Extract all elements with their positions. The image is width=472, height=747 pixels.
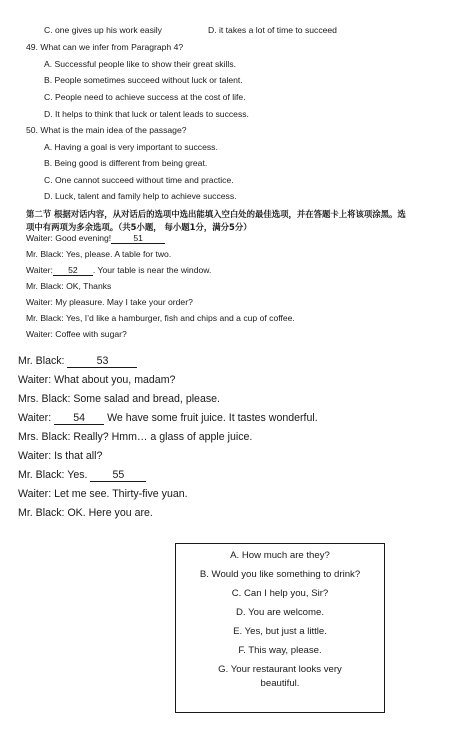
dialogue-line: Waiter: My pleasure. May I take your order? (26, 297, 193, 307)
q50-option-a: A. Having a goal is very important to success. (44, 142, 218, 152)
section-instruction-line1: 第二节 根据对话内容，从对话后的选项中选出能填入空白处的最佳选项，并在答题卡上将该项涂黑。选 (26, 209, 406, 219)
section-instruction-line2: 项中有两项为多余选项。（共5小题， 每小题1分，满分5分） (26, 222, 252, 232)
blank-53[interactable]: 53 (67, 356, 137, 368)
dialogue-line: Mr. Black: 53 (18, 355, 137, 368)
choice-a[interactable]: A. How much are they? (230, 550, 330, 561)
q50-option-c: C. One cannot succeed without time and practice. (44, 175, 234, 185)
dialogue-line: Mrs. Black: Really? Hmm… a glass of apple juice. (18, 431, 253, 443)
choice-c[interactable]: C. Can I help you, Sir? (231, 588, 329, 599)
blank-54[interactable]: 54 (54, 413, 104, 425)
dialogue-line: Mrs. Black: Some salad and bread, please. (18, 393, 220, 405)
choice-e[interactable]: E. Yes, but just a little. (233, 626, 327, 637)
q49-option-c: C. People need to achieve success at the cost of life. (44, 92, 246, 102)
blank-55[interactable]: 55 (90, 470, 146, 482)
q49-option-a: A. Successful people like to show their great skills. (44, 59, 237, 69)
q50-option-d: D. Luck, talent and family help to achieve success. (44, 191, 237, 201)
choice-g-continued: beautiful. (260, 678, 300, 689)
dialogue-line: Mr. Black: OK. Here you are. (18, 507, 153, 519)
dialogue-line: Mr. Black: Yes. 55 (18, 469, 146, 482)
dialogue-line: Waiter: 54 We have some fruit juice. It tastes wonderful. (18, 412, 318, 424)
q49-option-d: D. It helps to think that luck or talent leads to success. (44, 109, 249, 119)
dialogue-line: Mr. Black: Yes, please. A table for two. (26, 249, 172, 259)
q49-stem: 49. What can we infer from Paragraph 4? (26, 42, 184, 52)
dialogue-line: Waiter: What about you, madam? (18, 374, 176, 386)
q50-option-b: B. Being good is different from being great. (44, 158, 208, 168)
q50-stem: 50. What is the main idea of the passage? (26, 125, 187, 135)
choice-b[interactable]: B. Would you like something to drink? (199, 569, 361, 580)
choice-g[interactable]: G. Your restaurant looks very (218, 664, 342, 675)
blank-51[interactable]: 51 (111, 234, 165, 244)
options-box (175, 543, 385, 713)
dialogue-line: Waiter: Good evening! 51 (26, 233, 165, 244)
q48-option-c: C. one gives up his work easily (44, 25, 162, 35)
dialogue-line: Mr. Black: OK, Thanks (26, 281, 112, 291)
q49-option-b: B. People sometimes succeed without luck or talent. (44, 75, 243, 85)
dialogue-line: Waiter: Let me see. Thirty-five yuan. (18, 488, 188, 500)
choice-f[interactable]: F. This way, please. (238, 645, 322, 656)
q48-option-d: D. it takes a lot of time to succeed (208, 25, 337, 35)
blank-52[interactable]: 52 (53, 266, 93, 276)
dialogue-line: Mr. Black: Yes, I’d like a hamburger, fish and chips and a cup of coffee. (26, 313, 295, 323)
dialogue-line: Waiter: 52 . Your table is near the window. (26, 265, 212, 275)
dialogue-line: Waiter: Is that all? (18, 450, 103, 462)
choice-d[interactable]: D. You are welcome. (236, 607, 324, 618)
dialogue-line: Waiter: Coffee with sugar? (26, 329, 127, 339)
